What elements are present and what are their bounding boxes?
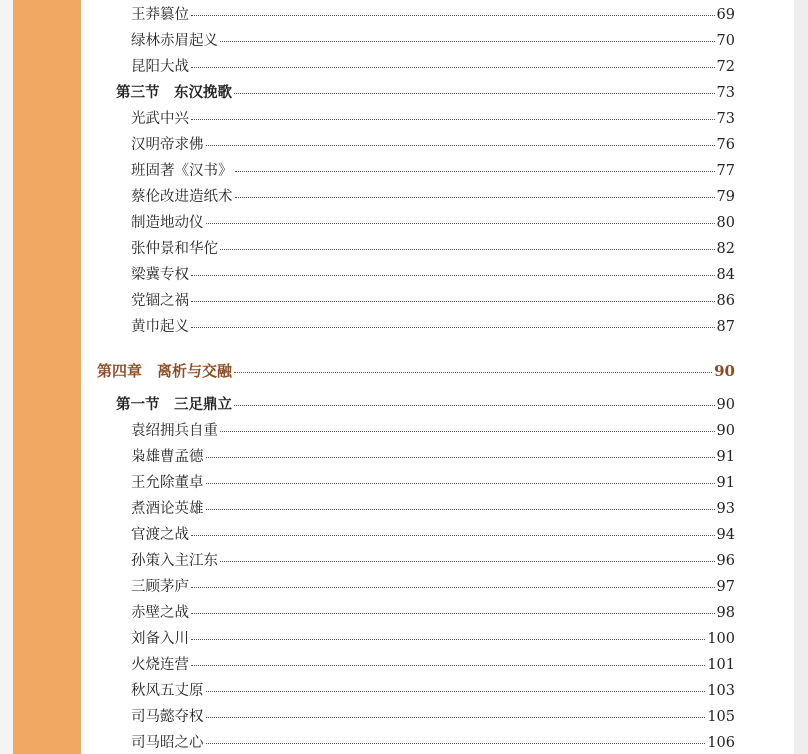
leader-dots bbox=[191, 275, 715, 276]
leader-dots bbox=[206, 743, 706, 744]
toc-entry-page: 69 bbox=[716, 7, 735, 23]
toc-entry-page: 90 bbox=[716, 423, 735, 439]
toc-entry[interactable] bbox=[131, 601, 735, 622]
toc-entry-title: 枭雄曹孟德 bbox=[131, 449, 204, 465]
toc-entry[interactable] bbox=[131, 549, 735, 570]
toc-entry[interactable] bbox=[131, 133, 735, 154]
leader-dots bbox=[234, 93, 715, 94]
leader-dots bbox=[191, 639, 705, 640]
toc-entry-title: 赤壁之战 bbox=[131, 605, 189, 621]
toc-entry-title: 张仲景和华佗 bbox=[131, 241, 218, 257]
toc-entry-page: 97 bbox=[716, 579, 735, 595]
leader-dots bbox=[191, 613, 715, 614]
leader-dots bbox=[234, 372, 712, 373]
toc-entry-page: 84 bbox=[716, 267, 735, 283]
toc-entry-title: 秋风五丈原 bbox=[131, 683, 204, 699]
toc-entry-page: 79 bbox=[716, 189, 735, 205]
toc-entry[interactable] bbox=[131, 29, 735, 50]
toc-entry-page: 93 bbox=[716, 501, 735, 517]
toc-entry[interactable] bbox=[131, 679, 735, 700]
leader-dots bbox=[235, 197, 715, 198]
toc-entry-title: 绿林赤眉起义 bbox=[131, 33, 218, 49]
toc-entry-page: 106 bbox=[707, 735, 735, 751]
leader-dots bbox=[206, 717, 706, 718]
toc-entry-title: 火烧连营 bbox=[131, 657, 189, 673]
toc-entry-page: 91 bbox=[716, 449, 735, 465]
right-margin bbox=[794, 0, 808, 754]
toc-entry[interactable] bbox=[131, 3, 735, 24]
toc-section-page: 73 bbox=[716, 85, 735, 101]
orange-side-band bbox=[13, 0, 81, 754]
toc-entry-page: 105 bbox=[707, 709, 735, 725]
toc-entry-title: 党锢之祸 bbox=[131, 293, 189, 309]
toc-entry-page: 100 bbox=[707, 631, 735, 647]
leader-dots bbox=[191, 587, 715, 588]
toc-entry-title: 昆阳大战 bbox=[131, 59, 189, 75]
toc-entry-page: 73 bbox=[716, 111, 735, 127]
leader-dots bbox=[206, 691, 706, 692]
toc-entry[interactable] bbox=[131, 445, 735, 466]
toc-entry[interactable] bbox=[131, 731, 735, 752]
toc-entry-title: 汉明帝求佛 bbox=[131, 137, 204, 153]
toc-entry-title: 王允除董卓 bbox=[131, 475, 204, 491]
toc-entry-page: 70 bbox=[716, 33, 735, 49]
toc-section-title: 第一节 三足鼎立 bbox=[116, 396, 232, 413]
leader-dots bbox=[206, 457, 715, 458]
toc-entry-title: 王莽篡位 bbox=[131, 7, 189, 23]
leader-dots bbox=[206, 223, 715, 224]
leader-dots bbox=[206, 483, 715, 484]
leader-dots bbox=[191, 301, 715, 302]
leader-dots bbox=[235, 171, 715, 172]
toc-entry[interactable] bbox=[131, 523, 735, 544]
toc-entry[interactable] bbox=[131, 653, 735, 674]
toc-entry[interactable] bbox=[131, 705, 735, 726]
toc-entry-title: 煮酒论英雄 bbox=[131, 501, 204, 517]
toc-entry-title: 梁冀专权 bbox=[131, 267, 189, 283]
toc-entry-page: 76 bbox=[716, 137, 735, 153]
toc-entry[interactable] bbox=[131, 211, 735, 232]
leader-dots bbox=[206, 145, 715, 146]
toc-entry-title: 光武中兴 bbox=[131, 111, 189, 127]
toc-entry[interactable] bbox=[131, 627, 735, 648]
toc-entry[interactable] bbox=[131, 315, 735, 336]
toc-entry[interactable] bbox=[131, 185, 735, 206]
leader-dots bbox=[220, 431, 715, 432]
leader-dots bbox=[191, 15, 715, 16]
toc-entry[interactable] bbox=[131, 575, 735, 596]
toc-entry-page: 80 bbox=[716, 215, 735, 231]
toc-entry[interactable] bbox=[131, 263, 735, 284]
toc-entry-title: 蔡伦改进造纸术 bbox=[131, 189, 233, 205]
toc-entry-page: 72 bbox=[716, 59, 735, 75]
leader-dots bbox=[191, 665, 705, 666]
toc-entry-title: 司马懿夺权 bbox=[131, 709, 204, 725]
toc-chapter-title: 第四章 离析与交融 bbox=[97, 362, 233, 380]
toc-entry[interactable] bbox=[131, 55, 735, 76]
toc-entry[interactable] bbox=[131, 471, 735, 492]
leader-dots bbox=[191, 119, 715, 120]
toc-entry-page: 91 bbox=[716, 475, 735, 491]
leader-dots bbox=[234, 405, 715, 406]
toc-section-page: 90 bbox=[716, 397, 735, 413]
toc-entry-page: 96 bbox=[716, 553, 735, 569]
toc-section[interactable] bbox=[116, 81, 735, 102]
toc-entry-title: 班固著《汉书》 bbox=[131, 163, 233, 179]
toc-chapter-page: 90 bbox=[714, 362, 735, 380]
toc-entry-page: 101 bbox=[707, 657, 735, 673]
leader-dots bbox=[220, 561, 715, 562]
toc-entry[interactable] bbox=[131, 497, 735, 518]
toc-entry[interactable] bbox=[131, 237, 735, 258]
toc-entry-page: 103 bbox=[707, 683, 735, 699]
toc-entry[interactable] bbox=[131, 289, 735, 310]
left-margin bbox=[0, 0, 13, 754]
toc-entry[interactable] bbox=[131, 419, 735, 440]
toc-entry-title: 制造地动仪 bbox=[131, 215, 204, 231]
toc-entry-page: 82 bbox=[716, 241, 735, 257]
leader-dots bbox=[220, 41, 715, 42]
toc-entry-title: 孙策入主江东 bbox=[131, 553, 218, 569]
leader-dots bbox=[191, 67, 715, 68]
leader-dots bbox=[191, 327, 715, 328]
leader-dots bbox=[206, 509, 715, 510]
toc-entry-title: 袁绍拥兵自重 bbox=[131, 423, 218, 439]
toc-entry[interactable] bbox=[131, 159, 735, 180]
toc-entry-page: 86 bbox=[716, 293, 735, 309]
toc-entry-page: 87 bbox=[716, 319, 735, 335]
toc-section[interactable] bbox=[116, 393, 735, 414]
toc-entry-page: 94 bbox=[716, 527, 735, 543]
toc-entry-title: 官渡之战 bbox=[131, 527, 189, 543]
leader-dots bbox=[220, 249, 715, 250]
toc-entry-title: 三顾茅庐 bbox=[131, 579, 189, 595]
toc-section-title: 第三节 东汉挽歌 bbox=[116, 84, 232, 101]
toc-entry-page: 98 bbox=[716, 605, 735, 621]
toc-entry-title: 黄巾起义 bbox=[131, 319, 189, 335]
toc-chapter[interactable] bbox=[97, 360, 735, 381]
toc-entry-title: 司马昭之心 bbox=[131, 735, 204, 751]
toc-entry-page: 77 bbox=[716, 163, 735, 179]
toc-entry-title: 刘备入川 bbox=[131, 631, 189, 647]
toc-entry[interactable] bbox=[131, 107, 735, 128]
leader-dots bbox=[191, 535, 715, 536]
